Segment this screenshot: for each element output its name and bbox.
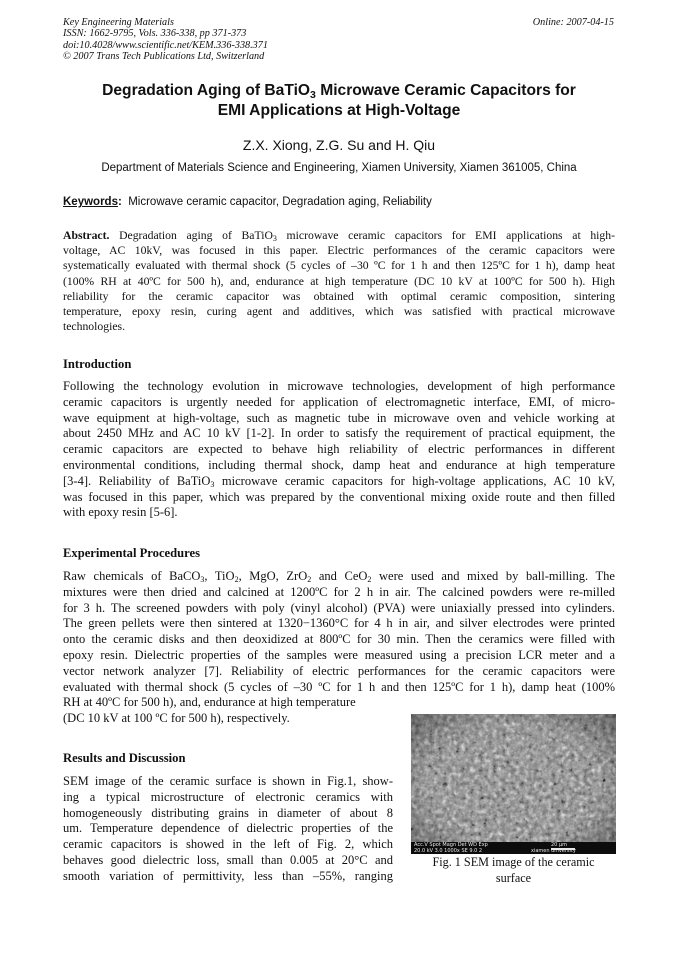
figure-caption: Fig. 1 SEM image of the ceramic surface	[432, 855, 595, 885]
affiliation: Department of Materials Science and Engineering, Xiamen University, Xiamen 361005, China	[101, 162, 577, 174]
scale-label: 20 μm	[551, 842, 568, 848]
abstract: Abstract. Degradation aging of BaTiO$_3$ microwave ceramic capacitors for EMI applications at high- voltage, AC 10kV, was focused in this paper. Electric performances of the ceramic capacitors were systematically evaluated with thermal shock (5 cycles of –30 ºC for 1 h and then 125ºC for 1 h), damp heat (100% RH at 40ºC for 500 h), and, endurance at high temperature (DC 10 kV at 100ºC for 500 h). High reliability for the ceramic capacitor was obtained with optimal ceramic composition, sintering temperature, epoxy resin, curing agent and additives, which was satisfied with practical microwave technologies.	[63, 229, 616, 334]
issn-line: ISSN: 1662-9795, Vols. 336-338, pp 371-373	[63, 28, 247, 40]
abstract-label: Abstract.	[63, 229, 110, 242]
authors: Z.X. Xiong, Z.G. Su and H. Qiu	[242, 137, 436, 153]
introduction-heading: Introduction	[63, 357, 132, 371]
sem-image	[411, 714, 616, 854]
introduction-text: Following the technology evolution in microwave technologies, development of high performance ceramic capacitors is urgently needed for application of electromagnetic interface, EMI, of micro- wave equipment at high-voltage, such as magnetic tube in microwave oven and vehicle working at about 2450 MHz and AC 10 kV [1-2]. In order to satisfy the requirement of practical equipment, the ceramic capacitors are expected to behave high reliability of electric performances in different environmental conditions, including thermal shock, damp heat and endurance at high temperature [3-4]. Reliability of BaTiO$_3$ microwave ceramic capacitors for high-voltage applications, AC 10 kV, was focused in this paper, which was prepared by the conventional mixing oxide route and then filled with epoxy resin [5-6].	[63, 379, 615, 520]
copyright-line: © 2007 Trans Tech Publications Ltd, Switzerland	[63, 51, 265, 63]
keywords-label: Keywords	[63, 196, 118, 208]
sem-info-bar: Acc.V Spot Magn Det WD Exp 20.0 kV 3.0 1000x SE 9.0 2 20 μm xiamen university	[411, 842, 616, 854]
paper-title: Degradation Aging of BaTiO$_3$ Microwave Ceramic Capacitors for EMI Applications at High-Voltage	[102, 82, 576, 119]
journal-name: Key Engineering Materials	[63, 17, 174, 28]
results-heading: Results and Discussion	[63, 751, 186, 765]
keywords: Keywords: Microwave ceramic capacitor, Degradation aging, Reliability	[63, 196, 432, 208]
sem-texture	[411, 714, 616, 854]
doi-line: doi:10.4028/www.scientific.net/KEM.336-338.371	[63, 39, 268, 51]
experimental-text: Raw chemicals of BaCO$_3$, TiO$_2$, MgO, ZrO$_2$ and CeO$_2$ were used and mixed by ball-milling. The mixtures were then dried and calcined at 1200ºC for 2 h in air. The calcined powders were re-milled for 3 h. The screened powders with poly (vinyl alcohol) (PVA) were uniaxially pressed into cylinders. The green pellets were then sintered at 1320−1360°C for 4 h in air, and silver electrodes were printed onto the ceramic disks and then deoxidized at 800ºC for 30 min. Then the ceramics were filled with epoxy resin. Dielectric properties of the samples were measured using a precision LCR meter and a vector network analyzer [7]. Reliability of electric performances for the ceramic capacitors were evaluated with thermal shock (5 cycles of –30 ºC for 1 h and then 125ºC for 1 h), damp heat (100% RH at 40ºC for 500 h), and, endurance at high temperature (DC 10 kV at 100 ºC for 500 h), respectively.	[63, 569, 615, 726]
results-text: SEM image of the ceramic surface is shown in Fig.1, show- ing a typical microstructure of electronic ceramics with homogeneously distributing grains in diameter of about 8 um. Temperature dependence of dielectric properties of the ceramic capacitors is showed in the left of Fig. 2, which behaves good dielectric loss, small than 0.005 at 20°C and smooth variation of permittivity, less than –55%, ranging	[63, 774, 393, 883]
experimental-heading: Experimental Procedures	[63, 546, 200, 560]
journal-header	[63, 17, 268, 63]
online-date: Online: 2007-04-15	[532, 17, 614, 28]
keywords-text: Microwave ceramic capacitor, Degradation aging, Reliability	[128, 196, 432, 208]
